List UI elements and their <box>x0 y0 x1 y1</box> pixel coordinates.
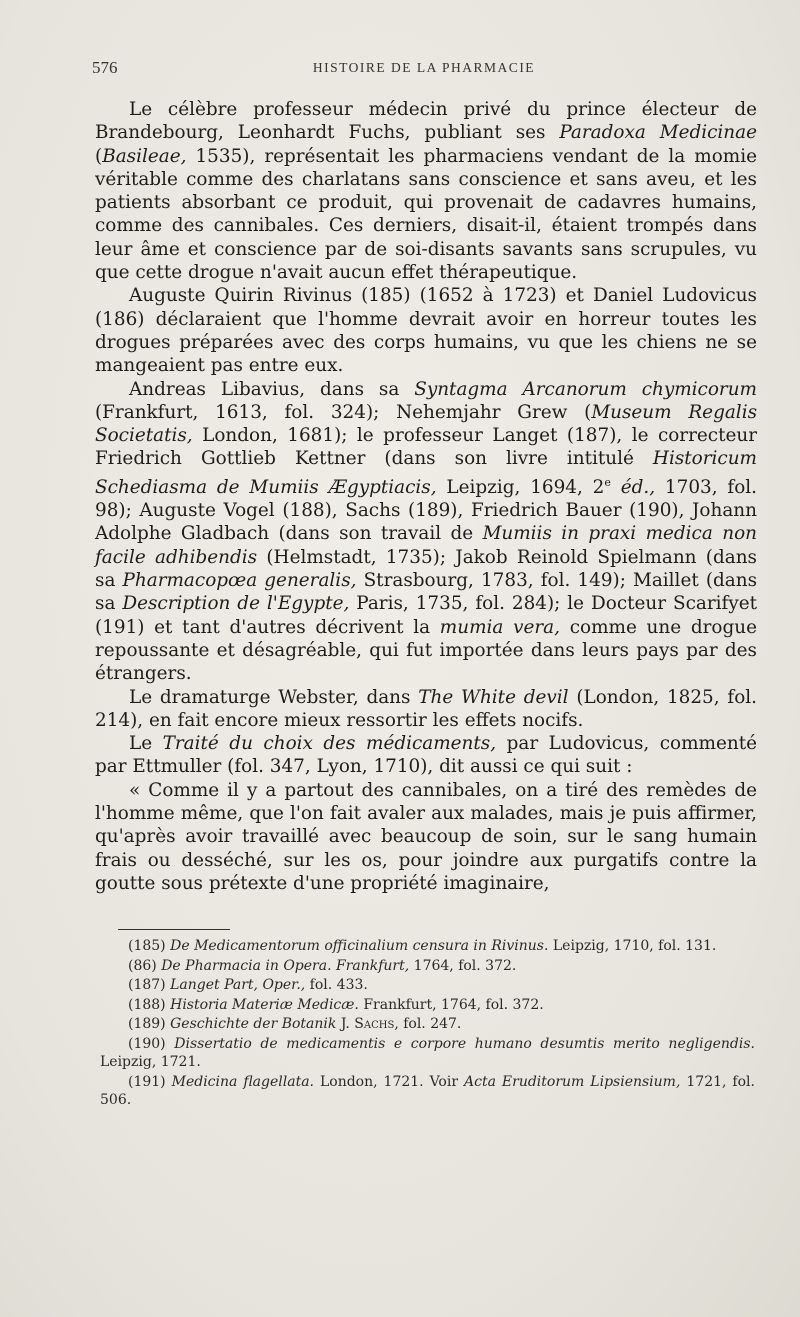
text-run: « Comme il y a partout des cannibales, on a tiré des remèdes de l'homme même, que l'on fait avaler aux malades, mais je puis affirmer, qu'après avoir travaillé avec beaucoup de soin, sur le sang humain frais ou desséché, sur les os, pour joindre aux purgatifs contre la goutte sous prétexte d'une propriété imaginaire, <box>95 779 757 894</box>
footnote <box>100 1035 755 1072</box>
text-run: Andreas Libavius, dans sa <box>129 378 415 400</box>
text-run: 1703, fol. 98); Auguste Vogel (188), Sachs (189), Friedrich Bauer (190), Johann Adolphe Gladbach (dans son travail de <box>95 476 758 545</box>
footnote <box>100 1073 755 1110</box>
text-run: par Ludovicus, commenté par Ettmuller (fol. 347, Lyon, 1710), dit aussi ce qui suit : <box>95 733 757 778</box>
italic-text: Dissertatio de medicamentis e corpore humano desumtis merito negligendis. <box>174 1035 755 1052</box>
italic-text: Historicum Schediasma de Mumiis Ægyptiacis, <box>95 448 757 498</box>
text-run: (Frankfurt, 1613, fol. 324); Nehemjahr Grew ( <box>95 401 592 423</box>
text-run: Strasbourg, 1783, fol. 149); Maillet (dans sa <box>95 570 758 615</box>
text-run: London, 1721. Voir <box>314 1073 465 1090</box>
italic-text: Geschichte der Botanik <box>170 1016 337 1032</box>
text-run: London, 1681); le professeur Langet (187), le correcteur Friedrich Gottlieb Kettner (dans son livre intitulé <box>95 425 757 470</box>
text-run: comme une drogue repoussante et désagréable, qui fut importée dans leurs pays par des étrangers. <box>95 616 757 685</box>
footnote <box>100 996 755 1015</box>
italic-text: Langet Part, Oper., <box>170 977 306 993</box>
text-run: Leipzig, 1694, 2 <box>436 476 605 498</box>
text-run: (190) <box>128 1035 175 1052</box>
italic-text: Basileae, <box>102 145 187 167</box>
paragraph <box>95 732 757 779</box>
text-run: 1535), représentait les pharmaciens vendant de la momie véritable comme des charlatans sans conscience et sans aveu, et les patients absorbant ce produit, qui provenait de cadavres humains, comme des cannibales. Ces derniers, disait-il, étaient trompés dans leur âme et conscience par de soi-disants savants sans scrupules, vu que cette drogue n'avait aucun effet thérapeutique. <box>95 145 757 284</box>
page-header <box>92 58 756 82</box>
small-caps-text: Sachs <box>354 1016 395 1032</box>
text-run: Leipzig, 1710, fol. 131. <box>548 938 717 954</box>
text-run: (185) <box>128 938 171 954</box>
text-run: (86) <box>128 957 162 974</box>
paragraph <box>95 98 757 284</box>
italic-text: Museum Regalis Societatis, <box>95 401 758 447</box>
text-run: ( <box>95 145 103 167</box>
text-run: (191) <box>128 1073 172 1090</box>
text-run: (188) <box>128 996 171 1013</box>
italic-text: The White devil <box>418 686 569 708</box>
italic-text: De Pharmacia in Opera. Frankfurt, <box>161 957 410 974</box>
italic-text: Medicina flagellata. <box>171 1073 314 1090</box>
italic-text: éd., <box>610 476 656 498</box>
footnote <box>100 937 755 956</box>
italic-text: Pharmacopœa generalis, <box>122 570 357 592</box>
text-run: , fol. 247. <box>394 1016 462 1032</box>
text-run: (187) <box>128 977 171 993</box>
italic-text: mumia vera, <box>439 616 560 638</box>
text-run: 1764, fol. 372. <box>409 957 517 974</box>
text-run: Auguste Quirin Rivinus (185) (1652 à 1723) et Daniel Ludovicus (186) déclaraient que l'homme devrait avoir en horreur toutes les drogues préparées avec des corps humains, vu que les chiens ne se mangeaient pas entre eux. <box>95 285 757 377</box>
italic-text: Paradoxa Medicinae <box>559 122 757 144</box>
italic-text: Syntagma Arcanorum chymicorum <box>414 378 758 400</box>
text-run: fol. 433. <box>305 977 368 993</box>
footnote <box>100 957 755 976</box>
italic-text: Historia Materiæ Medicæ. <box>170 996 359 1013</box>
text-run: Leipzig, 1721. <box>100 1054 201 1070</box>
footnote <box>100 1015 755 1034</box>
text-run: Le <box>129 733 163 755</box>
text-run: 1721, fol. 506. <box>100 1073 755 1108</box>
footnotes <box>100 937 755 1111</box>
text-run: (189) <box>128 1016 171 1032</box>
text-run: (Helmstadt, 1735); Jakob Reinold Spielmann (dans sa <box>95 546 757 592</box>
text-run: Le célèbre professeur médecin privé du prince électeur de Brandebourg, Leonhardt Fuchs, publiant ses <box>95 99 757 144</box>
paragraph <box>95 284 757 377</box>
superscript: e <box>604 475 611 489</box>
footnote-separator <box>118 929 230 930</box>
text-run: J. <box>336 1016 355 1032</box>
italic-text: Mumiis in praxi medica non facile adhibendis <box>95 523 757 568</box>
italic-text: Acta Eruditorum Lipsiensium, <box>464 1073 681 1090</box>
text-run: (London, 1825, fol. 214), en fait encore mieux ressortir les effets nocifs. <box>95 686 757 731</box>
paragraph <box>95 779 757 895</box>
text-run: Paris, 1735, fol. 284); le Docteur Scarifyet (191) et tant d'autres décrivent la <box>95 593 758 638</box>
paragraph <box>95 686 757 733</box>
italic-text: Traité du choix des médicaments, <box>162 733 497 755</box>
running-title: HISTOIRE DE LA PHARMACIE <box>312 60 536 75</box>
text-run: Frankfurt, 1764, fol. 372. <box>358 996 544 1013</box>
page-number: 576 <box>92 58 118 77</box>
main-text <box>95 98 757 895</box>
text-run: Le dramaturge Webster, dans <box>129 686 419 708</box>
italic-text: Description de l'Egypte, <box>122 593 350 615</box>
paragraph <box>95 378 757 686</box>
italic-text: De Medicamentorum officinalium censura in Rivinus. <box>170 938 549 954</box>
footnote <box>100 976 755 995</box>
